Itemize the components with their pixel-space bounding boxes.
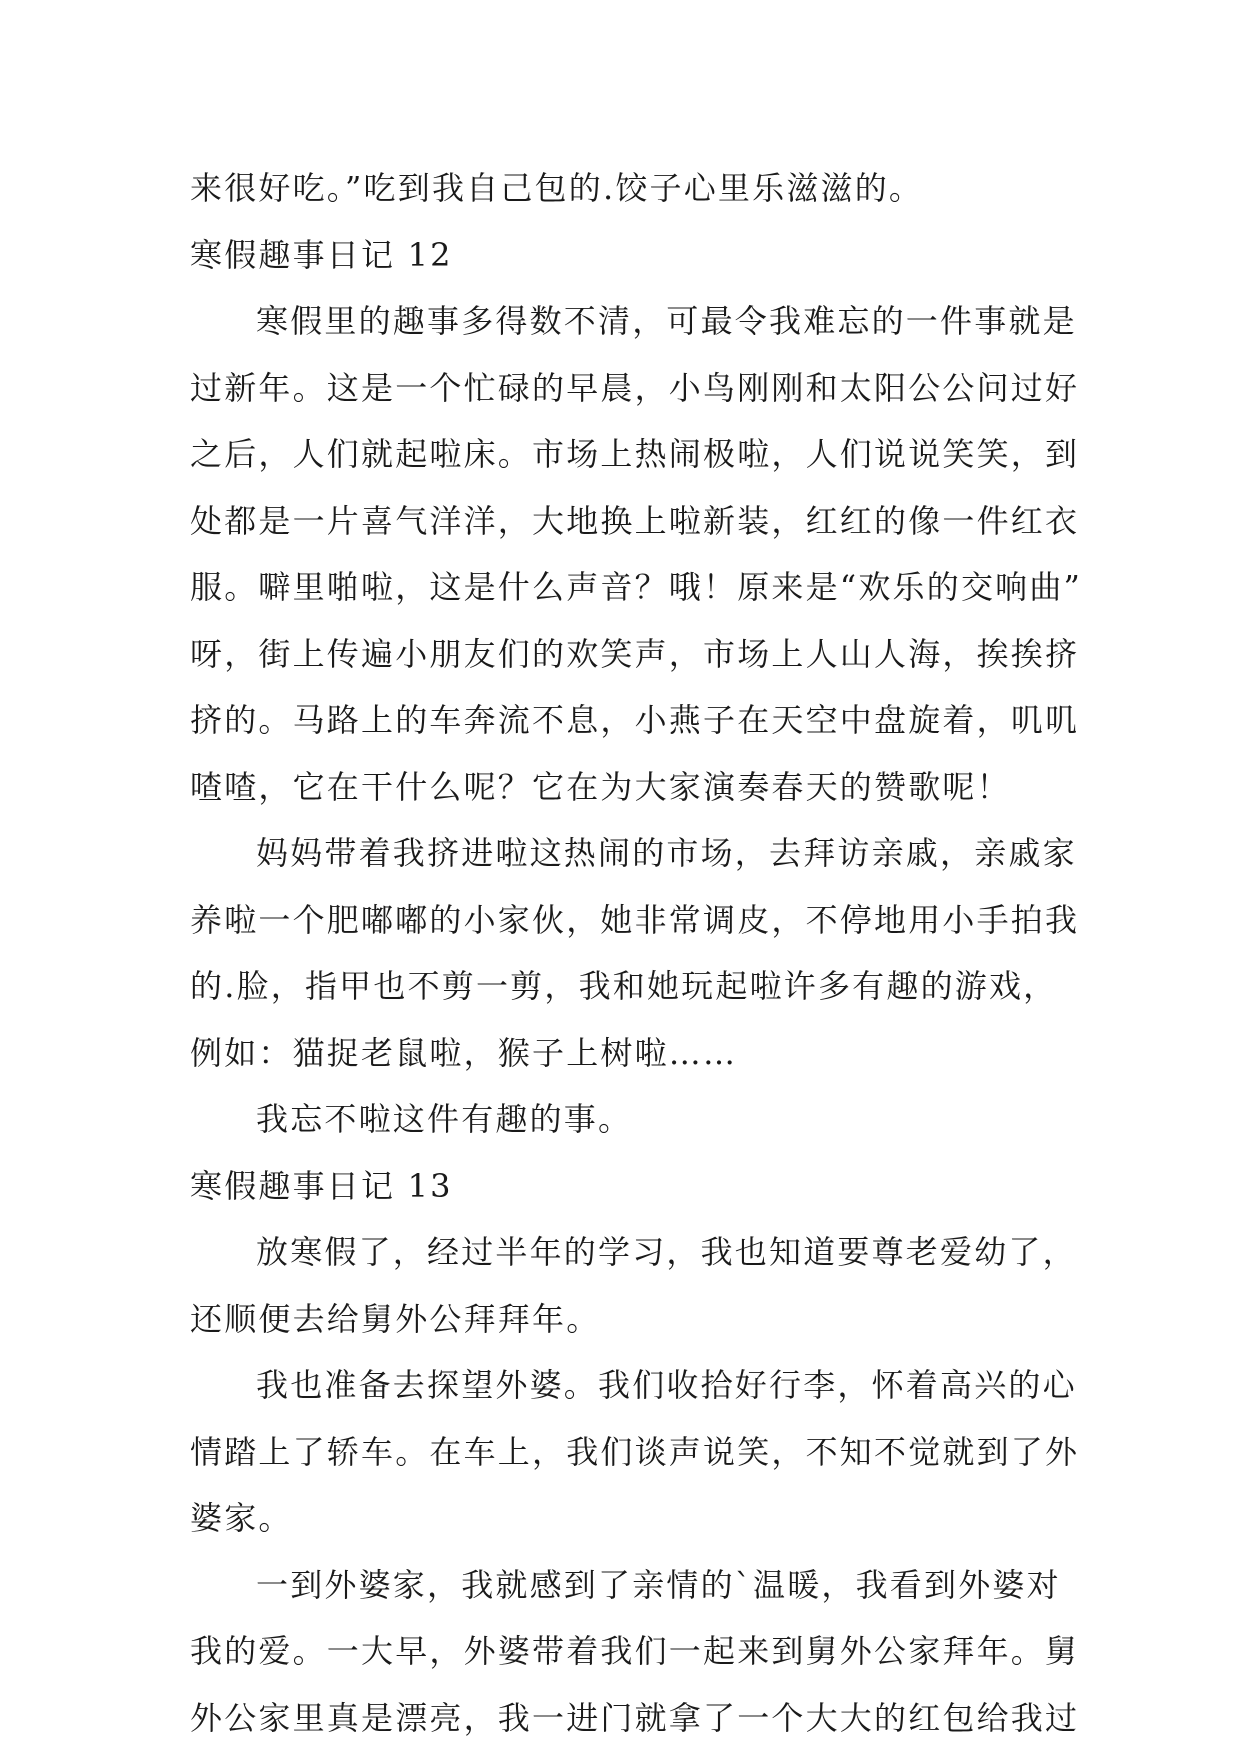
text-line: 我忘不啦这件有趣的事。 bbox=[256, 1100, 633, 1138]
document-body bbox=[190, 155, 1083, 1751]
text-line: 还顺便去给舅外公拜拜年。 bbox=[190, 1299, 601, 1338]
text-line: 养啦一个肥嘟嘟的小家伙，她非常调皮，不停地用小手拍我 bbox=[190, 900, 1080, 939]
text-line: 婆家。 bbox=[190, 1499, 293, 1537]
text-line: 之后，人们就起啦床。市场上热闹极啦，人们说说笑笑，到 bbox=[190, 435, 1080, 473]
section-heading: 寒假趣事日记 13 bbox=[190, 1166, 453, 1205]
text-line: 挤的。马路上的车奔流不息，小燕子在天空中盘旋着，叽叽 bbox=[190, 701, 1080, 739]
text-line: 寒假里的趣事多得数不清，可最令我难忘的一件事就是 bbox=[256, 302, 1077, 340]
text-line: 例如：猫捉老鼠啦，猴子上树啦…… bbox=[190, 1033, 738, 1072]
text-line: 妈妈带着我挤进啦这热闹的市场，去拜访亲戚，亲戚家 bbox=[256, 834, 1077, 872]
text-line: 喳喳，它在干什么呢？它在为大家演奏春天的赞歌呢！ bbox=[190, 767, 1011, 806]
text-line: 过新年。这是一个忙碌的早晨，小鸟刚刚和太阳公公问过好 bbox=[190, 368, 1080, 407]
text-line: 我也准备去探望外婆。我们收拾好行李，怀着高兴的心 bbox=[256, 1366, 1077, 1404]
text-line: 服。噼里啪啦，这是什么声音？哦！原来是“欢乐的交响曲” bbox=[190, 568, 1083, 606]
text-line: 来很好吃。”吃到我自己包的.饺子心里乐滋滋的。 bbox=[190, 169, 924, 207]
text-line: 呀，街上传遍小朋友们的欢笑声，市场上人山人海，挨挨挤 bbox=[190, 634, 1080, 673]
text-line: 我的爱。一大早，外婆带着我们一起来到舅外公家拜年。舅 bbox=[190, 1632, 1080, 1670]
section-heading: 寒假趣事日记 12 bbox=[190, 235, 453, 274]
text-line: 放寒假了，经过半年的学习，我也知道要尊老爱幼了， bbox=[256, 1233, 1077, 1271]
text-line: 外公家里真是漂亮，我一进门就拿了一个大大的红包给我过 bbox=[190, 1698, 1080, 1737]
text-line: 一到外婆家，我就感到了亲情的`温暖，我看到外婆对 bbox=[256, 1565, 1061, 1604]
text-line: 情踏上了轿车。在车上，我们谈声说笑，不知不觉就到了外 bbox=[190, 1432, 1080, 1471]
text-line: 的.脸，指甲也不剪一剪，我和她玩起啦许多有趣的游戏， bbox=[190, 967, 1058, 1005]
text-line: 处都是一片喜气洋洋，大地换上啦新装，红红的像一件红衣 bbox=[190, 501, 1080, 540]
